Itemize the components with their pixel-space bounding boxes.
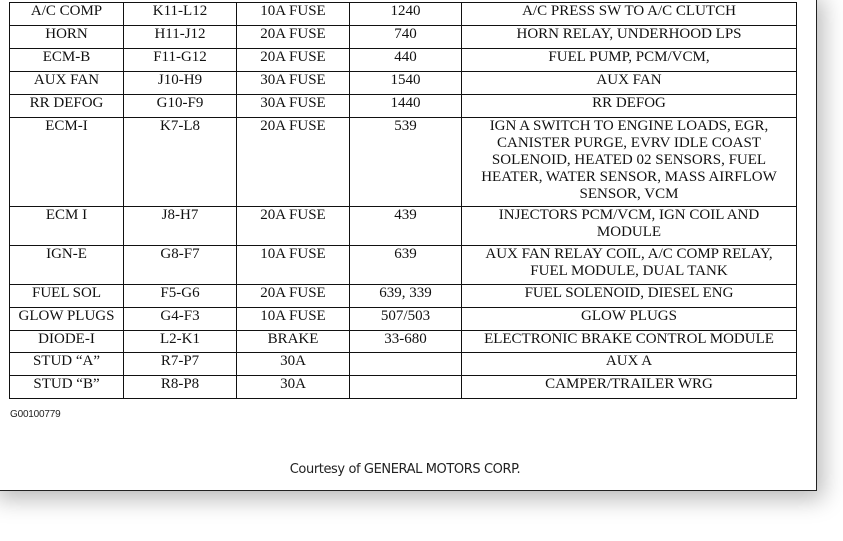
fuse-rating-cell: 30A FUSE xyxy=(237,72,350,95)
circuits-protected-cell: AUX A xyxy=(462,353,797,376)
location-cell: J10-H9 xyxy=(124,72,237,95)
location-cell: G4-F3 xyxy=(124,308,237,331)
fuse-rating-cell: 20A FUSE xyxy=(237,207,350,246)
circuit-number-cell: 539 xyxy=(350,118,462,207)
table-row xyxy=(10,72,797,95)
table-row xyxy=(10,95,797,118)
circuit-name-cell: FUEL SOL xyxy=(10,285,124,308)
circuit-number-cell: 639 xyxy=(350,246,462,285)
table-row xyxy=(10,49,797,72)
circuit-number-cell: 507/503 xyxy=(350,308,462,331)
circuits-protected-cell: CAMPER/TRAILER WRG xyxy=(462,376,797,399)
circuits-protected-cell: FUEL PUMP, PCM/VCM, xyxy=(462,49,797,72)
fuse-rating-cell: 20A FUSE xyxy=(237,118,350,207)
circuits-protected-cell: INJECTORS PCM/VCM, IGN COIL AND MODULE xyxy=(462,207,797,246)
location-cell: G10-F9 xyxy=(124,95,237,118)
circuit-name-cell: HORN xyxy=(10,26,124,49)
table-row xyxy=(10,246,797,285)
circuits-protected-cell: AUX FAN RELAY COIL, A/C COMP RELAY, FUEL MODULE, DUAL TANK xyxy=(462,246,797,285)
location-cell: K11-L12 xyxy=(124,3,237,26)
fuse-rating-cell: 20A FUSE xyxy=(237,26,350,49)
table-row xyxy=(10,285,797,308)
circuit-name-cell: RR DEFOG xyxy=(10,95,124,118)
location-cell: H11-J12 xyxy=(124,26,237,49)
table-row xyxy=(10,207,797,246)
table-row xyxy=(10,118,797,207)
circuit-number-cell: 740 xyxy=(350,26,462,49)
circuits-protected-cell: GLOW PLUGS xyxy=(462,308,797,331)
fuse-rating-cell: 30A xyxy=(237,376,350,399)
table-row xyxy=(10,376,797,399)
location-cell: R8-P8 xyxy=(124,376,237,399)
circuit-name-cell: STUD “A” xyxy=(10,353,124,376)
circuit-number-cell: 1540 xyxy=(350,72,462,95)
table-row xyxy=(10,3,797,26)
table-row xyxy=(10,26,797,49)
table-row xyxy=(10,308,797,331)
circuit-name-cell: ECM-I xyxy=(10,118,124,207)
circuit-number-cell: 439 xyxy=(350,207,462,246)
table-row xyxy=(10,331,797,353)
fuse-rating-cell: 20A FUSE xyxy=(237,49,350,72)
circuit-name-cell: ECM I xyxy=(10,207,124,246)
fuse-rating-cell: 10A FUSE xyxy=(237,308,350,331)
circuits-protected-cell: HORN RELAY, UNDERHOOD LPS xyxy=(462,26,797,49)
location-cell: K7-L8 xyxy=(124,118,237,207)
circuit-name-cell: AUX FAN xyxy=(10,72,124,95)
fuse-table-body xyxy=(10,3,797,399)
circuit-name-cell: IGN-E xyxy=(10,246,124,285)
circuits-protected-cell: RR DEFOG xyxy=(462,95,797,118)
location-cell: G8-F7 xyxy=(124,246,237,285)
location-cell: L2-K1 xyxy=(124,331,237,353)
circuit-number-cell xyxy=(350,353,462,376)
fuse-rating-cell: BRAKE xyxy=(237,331,350,353)
circuits-protected-cell: ELECTRONIC BRAKE CONTROL MODULE xyxy=(462,331,797,353)
circuits-protected-cell: AUX FAN xyxy=(462,72,797,95)
circuits-protected-cell: A/C PRESS SW TO A/C CLUTCH xyxy=(462,3,797,26)
circuit-number-cell: 1240 xyxy=(350,3,462,26)
circuit-number-cell: 33-680 xyxy=(350,331,462,353)
circuit-name-cell: STUD “B” xyxy=(10,376,124,399)
location-cell: F11-G12 xyxy=(124,49,237,72)
figure-id: G00100779 xyxy=(10,409,61,420)
location-cell: F5-G6 xyxy=(124,285,237,308)
circuits-protected-cell: FUEL SOLENOID, DIESEL ENG xyxy=(462,285,797,308)
fuse-rating-cell: 10A FUSE xyxy=(237,3,350,26)
circuit-number-cell: 639, 339 xyxy=(350,285,462,308)
circuit-number-cell: 1440 xyxy=(350,95,462,118)
circuits-protected-cell: IGN A SWITCH TO ENGINE LOADS, EGR, CANISTER PURGE, EVRV IDLE COAST SOLENOID, HEATED 02 SENSORS, FUEL HEATER, WATER SENSOR, MASS AIRFLOW SENSOR, VCM xyxy=(462,118,797,207)
fuse-table xyxy=(9,2,797,399)
fuse-rating-cell: 10A FUSE xyxy=(237,246,350,285)
fuse-rating-cell: 30A xyxy=(237,353,350,376)
courtesy-caption: Courtesy of GENERAL MOTORS CORP. xyxy=(289,462,521,477)
circuit-name-cell: A/C COMP xyxy=(10,3,124,26)
circuit-name-cell: GLOW PLUGS xyxy=(10,308,124,331)
location-cell: J8-H7 xyxy=(124,207,237,246)
circuit-number-cell: 440 xyxy=(350,49,462,72)
circuit-name-cell: DIODE-I xyxy=(10,331,124,353)
fuse-rating-cell: 20A FUSE xyxy=(237,285,350,308)
circuit-number-cell xyxy=(350,376,462,399)
location-cell: R7-P7 xyxy=(124,353,237,376)
circuit-name-cell: ECM-B xyxy=(10,49,124,72)
table-row xyxy=(10,353,797,376)
fuse-rating-cell: 30A FUSE xyxy=(237,95,350,118)
